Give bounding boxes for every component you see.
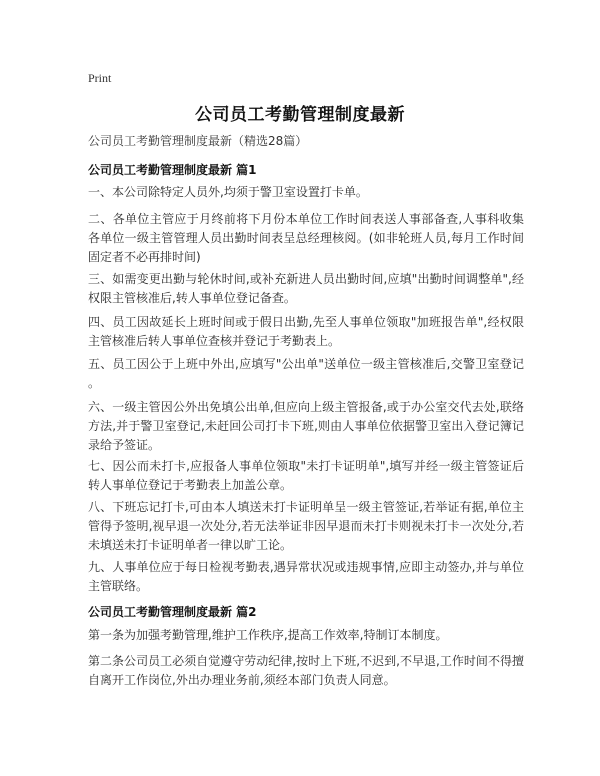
paragraph	[88, 626, 524, 645]
paragraph-line: 第一条为加强考勤管理,维护工作秩序,提高工作效率,特制订本制度。	[88, 628, 448, 642]
paragraph	[88, 313, 524, 351]
paragraph-line: 固定者不必再排时间)	[88, 250, 201, 264]
paragraph	[88, 398, 524, 455]
paragraph-line: 录给予签证。	[88, 438, 161, 452]
paragraph-line: 主管核准后转人事单位查核并登记于考勤表上。	[88, 334, 341, 348]
paragraph-line: 权限主管核准后,转人事单位登记备查。	[88, 291, 296, 305]
paragraph	[88, 457, 524, 495]
paragraph-line: 九、人事单位应于每日检视考勤表,遇异常状况或违规事情,应即主动签办,并与单位	[88, 560, 524, 574]
paragraph	[88, 210, 524, 267]
print-label: Print	[88, 71, 112, 85]
section-heading-1: 公司员工考勤管理制度最新 篇1	[88, 163, 257, 177]
section-heading-2: 公司员工考勤管理制度最新 篇2	[88, 605, 257, 619]
paragraph	[88, 270, 524, 308]
paragraph-line: 四、员工因故延长上班时间或于假日出勤,先至人事单位领取"加班报告单",经权限	[88, 315, 524, 329]
paragraph-line: 一、本公司除特定人员外,均须于警卫室设置打卡单。	[88, 185, 368, 199]
page-title: 公司员工考勤管理制度最新	[195, 105, 405, 125]
paragraph	[88, 355, 524, 393]
paragraph	[88, 558, 524, 596]
paragraph-line: 第二条公司员工必须自觉遵守劳动纪律,按时上下班,不迟到,不早退,工作时间不得擅	[88, 654, 524, 668]
paragraph	[88, 652, 524, 690]
paragraph-line: 自离开工作岗位,外出办理业务前,须经本部门负责人同意。	[88, 673, 396, 687]
paragraph	[88, 498, 524, 555]
paragraph-line: 方法,并于警卫室登记,未赶回公司打卡下班,则由人事单位依据警卫室出入登记簿记	[88, 419, 524, 433]
paragraph-line: 二、各单位主管应于月终前将下月份本单位工作时间表送人事部备查,人事科收集	[88, 212, 524, 226]
paragraph-line: 七、因公而未打卡,应报备人事单位领取"未打卡证明单",填写并经一级主管签证后	[88, 459, 524, 473]
paragraph-line: 各单位一级主管管理人员出勤时间表呈总经理核阅。(如非轮班人员,每月工作时间	[88, 231, 524, 245]
document-subtitle: 公司员工考勤管理制度最新（精选28篇）	[88, 134, 308, 148]
paragraph-line: 六、一级主管因公外出免填公出单,但应向上级主管报备,或于办公室交代去处,联络	[88, 400, 524, 414]
paragraph-line: 主管联络。	[88, 579, 149, 593]
paragraph	[88, 183, 524, 202]
paragraph-line: 八、下班忘记打卡,可由本人填送未打卡证明单呈一级主管签证,若举证有据,单位主	[88, 500, 524, 514]
paragraph-line: 三、如需变更出勤与轮休时间,或补充新进人员出勤时间,应填"出勤时间调整单",经	[88, 272, 524, 286]
paragraph-line: 转人事单位登记于考勤表上加盖公章。	[88, 478, 293, 492]
paragraph-line: 五、员工因公于上班中外出,应填写"公出单"送单位一级主管核准后,交警卫室登记	[88, 357, 524, 371]
paragraph-line: 未填送未打卡证明单者一律以旷工论。	[88, 538, 293, 552]
paragraph-line: 。	[88, 376, 101, 390]
paragraph-line: 管得予签明,视早退一次处分,若无法举证非因早退而未打卡则视未打卡一次处分,若	[88, 519, 524, 533]
